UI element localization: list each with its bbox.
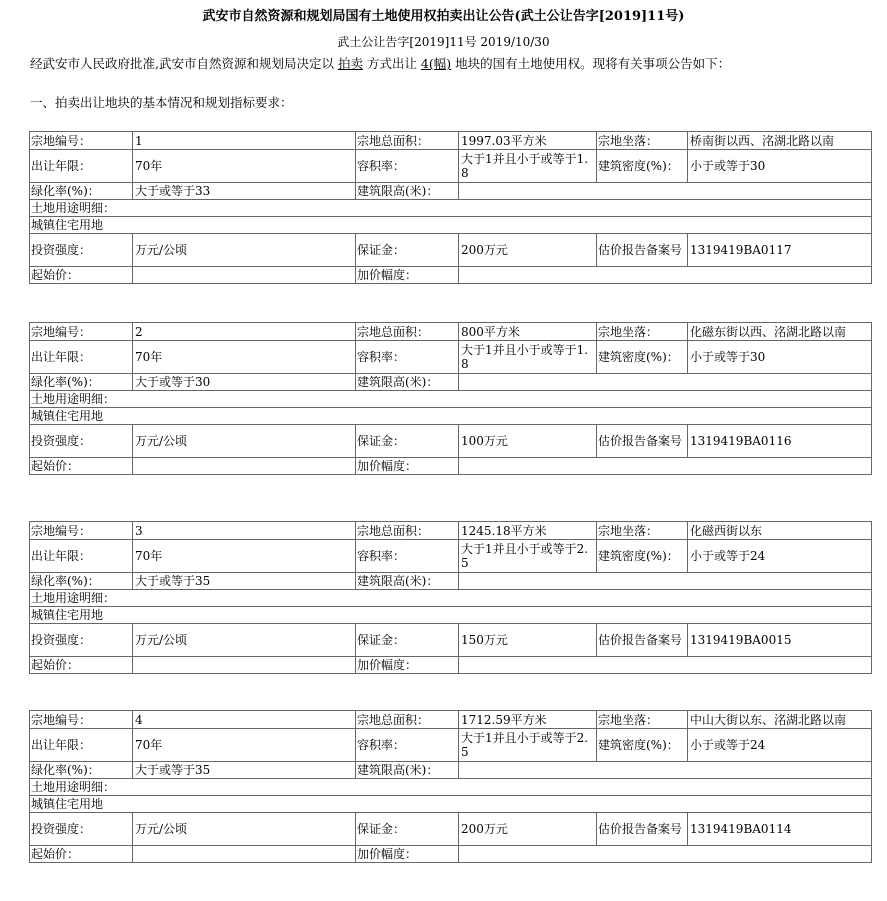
height-limit-value <box>459 374 872 391</box>
table-row <box>30 846 872 863</box>
table-row <box>30 762 872 779</box>
term-label: 出让年限： <box>30 729 133 762</box>
table-row <box>30 425 872 458</box>
deposit-value: 200万元 <box>459 234 597 267</box>
intro-method: 拍卖 <box>337 56 363 71</box>
investment-value: 万元/公顷 <box>133 234 356 267</box>
lot-no-label: 宗地编号： <box>30 132 133 150</box>
table-row <box>30 323 872 341</box>
lot-no-label: 宗地编号： <box>30 323 133 341</box>
start-price-label: 起始价： <box>30 267 133 284</box>
start-price-label: 起始价： <box>30 657 133 674</box>
far-label: 容积率： <box>356 150 459 183</box>
term-value: 70年 <box>133 729 356 762</box>
notice-subtitle: 武土公让告字[2019]11号 2019/10/30 <box>337 35 550 49</box>
table-row <box>30 607 872 624</box>
start-price-value <box>133 846 356 863</box>
table-row <box>30 657 872 674</box>
height-limit-value <box>459 762 872 779</box>
table-row <box>30 796 872 813</box>
term-label: 出让年限： <box>30 540 133 573</box>
land-use-value: 城镇住宅用地 <box>30 796 872 813</box>
appraisal-value: 1319419BA0117 <box>688 234 872 267</box>
start-price-label: 起始价： <box>30 458 133 475</box>
table-row <box>30 711 872 729</box>
lot-no-label: 宗地编号： <box>30 522 133 540</box>
lot-table <box>29 521 872 674</box>
location-value: 桥南街以西、洺湖北路以南 <box>688 132 872 150</box>
appraisal-value: 1319419BA0015 <box>688 624 872 657</box>
table-row <box>30 234 872 267</box>
increment-value <box>459 458 872 475</box>
deposit-label: 保证金： <box>356 624 459 657</box>
table-row <box>30 573 872 590</box>
land-use-label: 土地用途明细： <box>30 200 872 217</box>
investment-label: 投资强度： <box>30 813 133 846</box>
total-area-value: 1712.59平方米 <box>459 711 597 729</box>
table-row <box>30 267 872 284</box>
table-row <box>30 217 872 234</box>
table-row <box>30 590 872 607</box>
appraisal-value: 1319419BA0116 <box>688 425 872 458</box>
lot-table <box>29 710 872 863</box>
intro-paragraph <box>30 56 880 72</box>
location-label: 宗地坐落： <box>597 323 688 341</box>
location-value: 中山大街以东、洺湖北路以南 <box>688 711 872 729</box>
table-row <box>30 522 872 540</box>
table-row <box>30 374 872 391</box>
term-label: 出让年限： <box>30 341 133 374</box>
total-area-label: 宗地总面积： <box>356 132 459 150</box>
total-area-label: 宗地总面积： <box>356 522 459 540</box>
green-value: 大于或等于33 <box>133 183 356 200</box>
density-label: 建筑密度(%)： <box>597 540 688 573</box>
density-label: 建筑密度(%)： <box>597 341 688 374</box>
table-row <box>30 624 872 657</box>
height-limit-value <box>459 573 872 590</box>
lot-no-label: 宗地编号： <box>30 711 133 729</box>
lot-no-value: 2 <box>133 323 356 341</box>
deposit-value: 200万元 <box>459 813 597 846</box>
table-row <box>30 391 872 408</box>
green-value: 大于或等于35 <box>133 573 356 590</box>
height-limit-value <box>459 183 872 200</box>
height-limit-label: 建筑限高(米)： <box>356 762 459 779</box>
land-use-value: 城镇住宅用地 <box>30 408 872 425</box>
investment-value: 万元/公顷 <box>133 425 356 458</box>
term-value: 70年 <box>133 150 356 183</box>
location-label: 宗地坐落： <box>597 132 688 150</box>
green-label: 绿化率(%)： <box>30 573 133 590</box>
far-value: 大于1并且小于或等于2.5 <box>459 729 597 762</box>
term-label: 出让年限： <box>30 150 133 183</box>
total-area-label: 宗地总面积： <box>356 711 459 729</box>
investment-label: 投资强度： <box>30 425 133 458</box>
increment-label: 加价幅度： <box>356 657 459 674</box>
increment-label: 加价幅度： <box>356 267 459 284</box>
appraisal-value: 1319419BA0114 <box>688 813 872 846</box>
section-heading: 一、拍卖出让地块的基本情况和规划指标要求： <box>30 95 293 110</box>
lot-no-value: 1 <box>133 132 356 150</box>
appraisal-label: 估价报告备案号 <box>597 813 688 846</box>
investment-label: 投资强度： <box>30 234 133 267</box>
land-use-label: 土地用途明细： <box>30 391 872 408</box>
lot-no-value: 3 <box>133 522 356 540</box>
table-row <box>30 813 872 846</box>
location-label: 宗地坐落： <box>597 711 688 729</box>
increment-label: 加价幅度： <box>356 458 459 475</box>
density-value: 小于或等于24 <box>688 729 872 762</box>
total-area-value: 800平方米 <box>459 323 597 341</box>
table-row <box>30 183 872 200</box>
lot-table <box>29 131 872 284</box>
lot-table <box>29 322 872 475</box>
table-row <box>30 150 872 183</box>
table-row <box>30 540 872 573</box>
start-price-value <box>133 657 356 674</box>
location-value: 化磁西街以东 <box>688 522 872 540</box>
table-row <box>30 341 872 374</box>
appraisal-label: 估价报告备案号 <box>597 425 688 458</box>
far-label: 容积率： <box>356 341 459 374</box>
term-value: 70年 <box>133 540 356 573</box>
land-use-value: 城镇住宅用地 <box>30 217 872 234</box>
table-row <box>30 408 872 425</box>
investment-label: 投资强度： <box>30 624 133 657</box>
start-price-value <box>133 458 356 475</box>
intro-count: 4(幅) <box>420 56 452 71</box>
far-value: 大于1并且小于或等于1.8 <box>459 150 597 183</box>
total-area-label: 宗地总面积： <box>356 323 459 341</box>
table-row <box>30 132 872 150</box>
intro-text-middle: 方式出让 <box>362 56 421 71</box>
table-row <box>30 729 872 762</box>
far-label: 容积率： <box>356 540 459 573</box>
table-row <box>30 458 872 475</box>
table-row <box>30 200 872 217</box>
green-label: 绿化率(%)： <box>30 183 133 200</box>
far-label: 容积率： <box>356 729 459 762</box>
location-value: 化磁东街以西、洺湖北路以南 <box>688 323 872 341</box>
appraisal-label: 估价报告备案号 <box>597 624 688 657</box>
height-limit-label: 建筑限高(米)： <box>356 183 459 200</box>
density-label: 建筑密度(%)： <box>597 729 688 762</box>
investment-value: 万元/公顷 <box>133 813 356 846</box>
term-value: 70年 <box>133 341 356 374</box>
location-label: 宗地坐落： <box>597 522 688 540</box>
deposit-value: 150万元 <box>459 624 597 657</box>
land-use-label: 土地用途明细： <box>30 779 872 796</box>
land-use-value: 城镇住宅用地 <box>30 607 872 624</box>
far-value: 大于1并且小于或等于1.8 <box>459 341 597 374</box>
notice-title: 武安市自然资源和规划局国有土地使用权拍卖出让公告(武土公让告字[2019]11号) <box>202 9 685 24</box>
increment-value <box>459 657 872 674</box>
appraisal-label: 估价报告备案号 <box>597 234 688 267</box>
start-price-label: 起始价： <box>30 846 133 863</box>
start-price-value <box>133 267 356 284</box>
intro-text-after: 地块的国有土地使用权。现将有关事项公告如下： <box>451 56 731 71</box>
land-use-label: 土地用途明细： <box>30 590 872 607</box>
table-row <box>30 779 872 796</box>
density-value: 小于或等于30 <box>688 341 872 374</box>
increment-value <box>459 267 872 284</box>
intro-text-before: 经武安市人民政府批准,武安市自然资源和规划局决定以 <box>30 56 338 71</box>
total-area-value: 1997.03平方米 <box>459 132 597 150</box>
total-area-value: 1245.18平方米 <box>459 522 597 540</box>
deposit-value: 100万元 <box>459 425 597 458</box>
green-value: 大于或等于30 <box>133 374 356 391</box>
green-label: 绿化率(%)： <box>30 374 133 391</box>
density-label: 建筑密度(%)： <box>597 150 688 183</box>
height-limit-label: 建筑限高(米)： <box>356 374 459 391</box>
height-limit-label: 建筑限高(米)： <box>356 573 459 590</box>
green-label: 绿化率(%)： <box>30 762 133 779</box>
increment-label: 加价幅度： <box>356 846 459 863</box>
far-value: 大于1并且小于或等于2.5 <box>459 540 597 573</box>
green-value: 大于或等于35 <box>133 762 356 779</box>
deposit-label: 保证金： <box>356 813 459 846</box>
increment-value <box>459 846 872 863</box>
investment-value: 万元/公顷 <box>133 624 356 657</box>
density-value: 小于或等于24 <box>688 540 872 573</box>
density-value: 小于或等于30 <box>688 150 872 183</box>
deposit-label: 保证金： <box>356 425 459 458</box>
lot-no-value: 4 <box>133 711 356 729</box>
deposit-label: 保证金： <box>356 234 459 267</box>
